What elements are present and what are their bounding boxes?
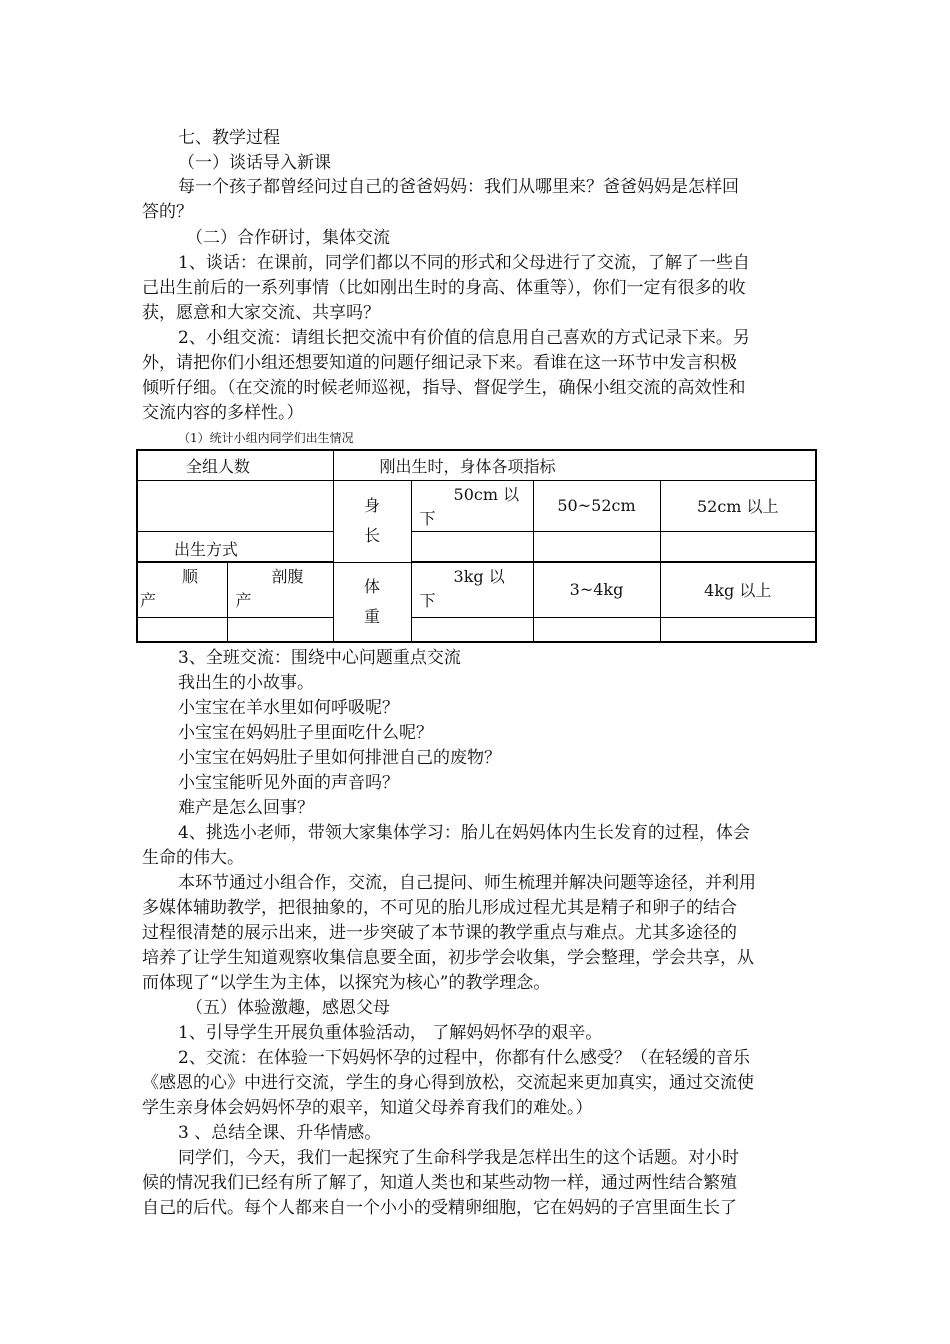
question-item: 小宝宝在妈妈肚子里如何排泄自己的废物？ — [178, 748, 501, 768]
table-cell-empty — [227, 617, 333, 642]
paragraph-line: 每一个孩子都曾经问过自己的爸爸妈妈：我们从哪里来？爸爸妈妈是怎样回 — [178, 177, 739, 197]
table-label-birth-method: 出生方式 — [137, 531, 333, 561]
table-caption: （1）统计小组内同学们出生情况 — [178, 431, 354, 445]
subsection-heading-cooperation: （二）合作研讨，集体交流 — [186, 228, 390, 248]
subsection-heading-gratitude: （五）体验激趣，感恩父母 — [186, 998, 390, 1018]
paragraph-line: 4、挑选小老师，带领大家集体学习：胎儿在妈妈体内生长发育的过程，体会 — [178, 823, 750, 843]
paragraph-line: 外，请把你们小组还想要知道的问题仔细记录下来。看谁在这一环节中发言积极 — [142, 353, 737, 373]
table-cell-weight-3-4: 3~4kg — [533, 562, 660, 617]
table-cell-height-50-52: 50~52cm — [533, 480, 660, 531]
table-cell-empty — [411, 531, 533, 561]
table-cell-empty — [660, 531, 816, 561]
paragraph-line: 2、小组交流：请组长把交流中有价值的信息用自己喜欢的方式记录下来。另 — [178, 328, 750, 348]
paragraph-line: 3 、总结全课、升华情感。 — [178, 1123, 382, 1143]
paragraph-line: 1、谈话：在课前，同学们都以不同的形式和父母进行了交流，了解了一些自 — [178, 253, 750, 273]
question-item: 小宝宝在羊水里如何呼吸呢？ — [178, 698, 399, 718]
table-cell-empty — [533, 531, 660, 561]
table-label-weight: 体 重 — [333, 562, 411, 642]
paragraph-line: 而体现了“以学生为主体，以探究为核心”的教学理念。 — [142, 973, 551, 993]
paragraph-line: 生命的伟大。 — [142, 848, 244, 868]
table-cell-height-under-50: 50cm 以 下 — [411, 480, 533, 531]
question-item: 难产是怎么回事？ — [178, 798, 314, 818]
table-cell-empty — [137, 480, 333, 531]
table-label-height: 身 长 — [333, 480, 411, 562]
paragraph-line: 3、全班交流：围绕中心问题重点交流 — [178, 648, 461, 668]
paragraph-line: 《感恩的心》中进行交流，学生的身心得到放松，交流起来更加真实，通过交流使 — [142, 1073, 754, 1093]
table-cell-weight-under-3: 3kg 以 下 — [411, 562, 533, 617]
table-cell-empty — [137, 617, 227, 642]
question-item: 小宝宝在妈妈肚子里面吃什么呢？ — [178, 723, 433, 743]
paragraph-line: 学生亲身体会妈妈怀孕的艰辛，知道父母养育我们的难处。） — [142, 1098, 593, 1118]
paragraph-line: 交流内容的多样性。） — [142, 403, 304, 423]
birth-statistics-table — [136, 449, 817, 643]
table-cell-height-over-52: 52cm 以上 — [660, 480, 816, 531]
table-cell-empty — [411, 617, 533, 642]
paragraph-line: 己出生前后的一系列事情（比如刚出生时的身高、体重等），你们一定有很多的收 — [142, 278, 746, 298]
question-item: 我出生的小故事。 — [178, 673, 314, 693]
paragraph-line: 倾听仔细。（在交流的时候老师巡视，指导、督促学生，确保小组交流的高效性和 — [142, 378, 746, 398]
paragraph-line: 自己的后代。每个人都来自一个小小的受精卵细胞，它在妈妈的子宫里面生长了 — [142, 1198, 737, 1218]
paragraph-line: 培养了让学生知道观察收集信息要全面，初步学会收集，学会整理，学会共享，从 — [142, 948, 754, 968]
paragraph-line: 2、交流：在体验一下妈妈怀孕的过程中，你都有什么感受？（在轻缓的音乐 — [178, 1048, 750, 1068]
paragraph-line: 本环节通过小组合作，交流，自己提问、师生梳理并解决问题等途径，并利用 — [178, 873, 756, 893]
paragraph-line: 候的情况我们已经有所了解了，知道人类也和某些动物一样，通过两性结合繁殖 — [142, 1173, 737, 1193]
subsection-heading-intro: （一）谈话导入新课 — [178, 153, 331, 173]
table-cell-natural-birth: 顺 产 — [137, 562, 227, 617]
paragraph-line: 获，愿意和大家交流、共享吗？ — [142, 303, 380, 323]
table-cell-weight-over-4: 4kg 以上 — [660, 562, 816, 617]
section-heading-teaching-process: 七、教学过程 — [178, 128, 280, 148]
paragraph-line: 同学们，今天，我们一起探究了生命科学我是怎样出生的这个话题。对小时 — [178, 1148, 739, 1168]
paragraph-line: 答的？ — [142, 202, 193, 222]
paragraph-line: 过程很清楚的展示出来，进一步突破了本节课的教学重点与难点。尤其多途径的 — [142, 923, 737, 943]
paragraph-line: 1、引导学生开展负重体验活动， 了解妈妈怀孕的艰辛。 — [178, 1023, 603, 1043]
paragraph-line: 多媒体辅助教学，把很抽象的，不可见的胎儿形成过程尤其是精子和卵子的结合 — [142, 898, 737, 918]
table-cell-cesarean: 剖腹 产 — [227, 562, 333, 617]
table-header-total-people: 全组人数 — [137, 450, 333, 480]
table-cell-empty — [533, 617, 660, 642]
question-item: 小宝宝能听见外面的声音吗？ — [178, 773, 399, 793]
table-cell-empty — [660, 617, 816, 642]
table-header-indicators: 刚出生时，身体各项指标 — [333, 450, 816, 480]
